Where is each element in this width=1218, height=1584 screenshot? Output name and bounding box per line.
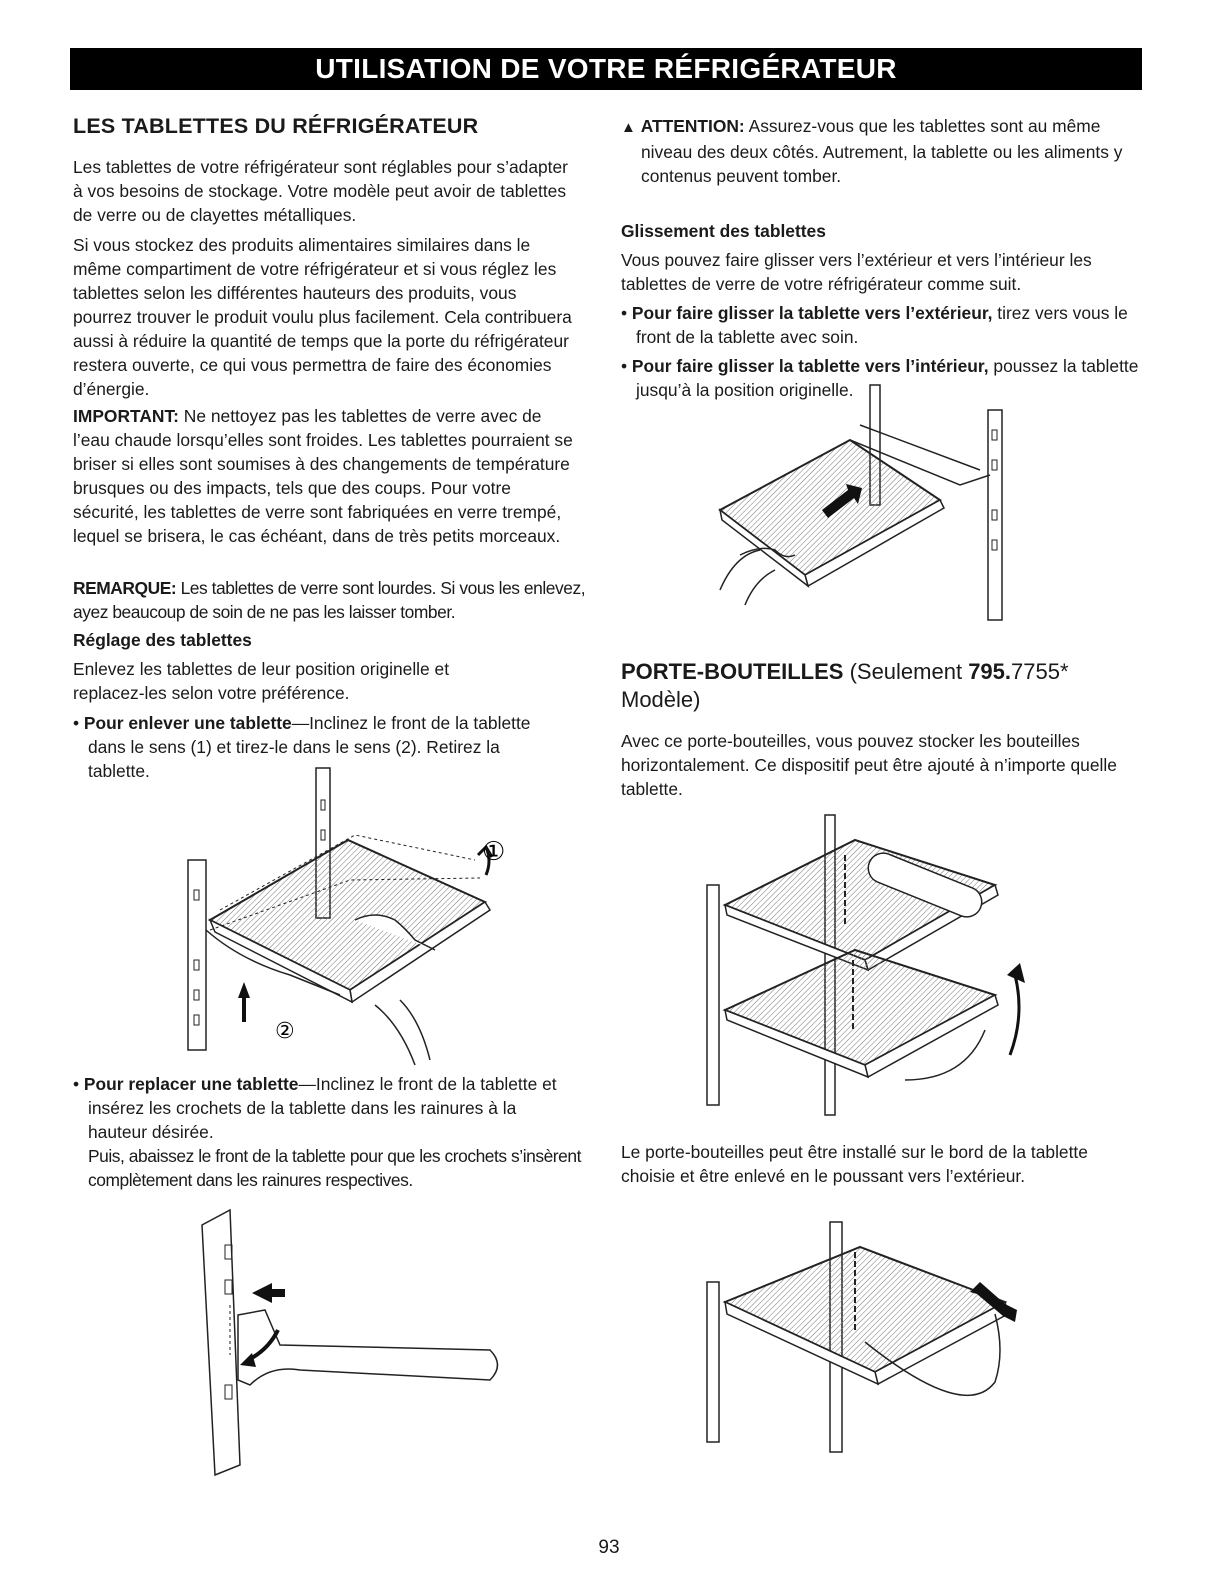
paragraph-intro: Les tablettes de votre réfrigérateur sont réglables pour s’adapter à vos besoins de stockage. Votre modèle peut avoir de tablettes de verre ou de clayettes métalliques. (73, 157, 568, 225)
callout-1: ① (482, 837, 506, 867)
callout-2: ② (275, 1019, 295, 1044)
important-text: Ne nettoyez pas les tablettes de verre avec de l’eau chaude lorsqu’elles sont froides. Les tablettes pourraient se briser si elles sont soumises à des changements de température brusques ou des impacts, tels que des coups. Pour votre sécurité, les tablettes de verre sont fabriquées en verre trempé, lequel se brisera, le cas échéant, dans de très petits morceaux. (73, 406, 573, 546)
paragraph-remarque (73, 576, 593, 624)
heading-porte-bouteilles (621, 658, 1161, 714)
porte-model-suffix: 7755* (1011, 659, 1069, 684)
porte-heading-label: PORTE-BOUTEILLES (621, 659, 844, 684)
remarque-label: REMARQUE: (73, 578, 177, 598)
porte-heading-paren: (Seulement (843, 659, 969, 684)
slide-in-label: Pour faire glisser la tablette vers l’intérieur, (631, 356, 989, 376)
paragraph-attention (621, 114, 1141, 188)
paragraph-reglage: Enlevez les tablettes de leur position originelle et replacez-les selon votre préférence. (73, 659, 450, 703)
paragraph-porte: Avec ce porte-bouteilles, vous pouvez stocker les bouteilles horizontalement. Ce dispositif peut être ajouté à n’importe quelle tablette. (621, 731, 1117, 799)
shelf-remove-illustration (180, 760, 540, 1060)
page-number: 93 (598, 1537, 620, 1558)
bullet-remove-shelf: • Pour enlever une tablette—Inclinez le front de la tablette dans le sens (1) et tirez-le dans le sens (2). Retirez la tablette. (73, 713, 531, 781)
slide-in-text: poussez la tablette jusqu’à la position originelle. (636, 356, 1139, 400)
remarque-text: Les tablettes de verre sont lourdes. Si vous les enlevez, ayez beaucoup de soin de ne pas les laisser tomber. (73, 578, 586, 622)
remove-shelf-text: —Inclinez le front de la tablette dans le sens (1) et tirez-le dans le sens (2). Retirez la tablette. (88, 713, 531, 781)
slide-out-text: tirez vers vous le front de la tablette avec soin. (636, 303, 1128, 347)
remove-shelf-label: Pour enlever une tablette (83, 713, 292, 733)
porte-model-number: 795. (968, 659, 1012, 684)
shelf-hook-illustration (190, 1205, 520, 1475)
replace-shelf-text: —Inclinez le front de la tablette et insérez les crochets de la tablette dans les rainures à la hauteur désirée. (88, 1074, 557, 1142)
bottle-rack-illustration (705, 815, 1035, 1125)
paragraph-storage: Si vous stockez des produits alimentaires similaires dans le même compartiment de votre réfrigérateur et si vous réglez les tablettes selon les différentes hauteurs des produits, vous pourrez trouver le produit voulu plus facilement. Cela contribuera aussi à réduire la quantité de temps que la porte du réfrigérateur restera ouverte, ce qui vous permettra de faire des économies d’énergie. (73, 235, 572, 399)
porte-heading-end: Modèle) (621, 687, 701, 712)
paragraph-important (73, 404, 573, 548)
bullet-replace-shelf: • Pour replacer une tablette—Inclinez le front de la tablette et insérez les crochets de la tablette dans les rainures à la hauteur désirée. (73, 1074, 557, 1142)
section-banner: UTILISATION DE VOTRE RÉFRIGÉRATEUR (70, 48, 1142, 90)
important-label: IMPORTANT: (73, 406, 179, 426)
bottle-rack-install-illustration (705, 1222, 1045, 1462)
shelf-slide-illustration (700, 380, 1020, 620)
bullet-slide-in: • Pour faire glisser la tablette vers l’intérieur, poussez la tablette jusqu’à la position originelle. (621, 356, 1139, 400)
heading-glissement: Glissement des tablettes (621, 221, 826, 241)
paragraph-glissement: Vous pouvez faire glisser vers l’extérieur et vers l’intérieur les tablettes de verre de votre réfrigérateur comme suit. (621, 250, 1092, 294)
slide-out-label: Pour faire glisser la tablette vers l’extérieur, (631, 303, 993, 323)
warning-icon: ▲ (621, 119, 636, 136)
heading-shelves: LES TABLETTES DU RÉFRIGÉRATEUR (73, 114, 479, 138)
attention-label: ATTENTION: (640, 116, 745, 136)
paragraph-porte-2: Le porte-bouteilles peut être installé sur le bord de la tablette choisie et être enlevé en le poussant vers l’extérieur. (621, 1142, 1088, 1186)
heading-reglage: Réglage des tablettes (73, 630, 252, 650)
attention-text: Assurez-vous que les tablettes sont au même niveau des deux côtés. Autrement, la tablette ou les aliments y contenus peuvent tomber. (641, 116, 1123, 186)
paragraph-replace-shelf-2: Puis, abaissez le front de la tablette pour que les crochets s’insèrent complètement dans les rainures respectives. (88, 1146, 581, 1190)
bullet-slide-out: • Pour faire glisser la tablette vers l’extérieur, tirez vers vous le front de la tablette avec soin. (621, 303, 1128, 347)
replace-shelf-label: Pour replacer une tablette (83, 1074, 299, 1094)
